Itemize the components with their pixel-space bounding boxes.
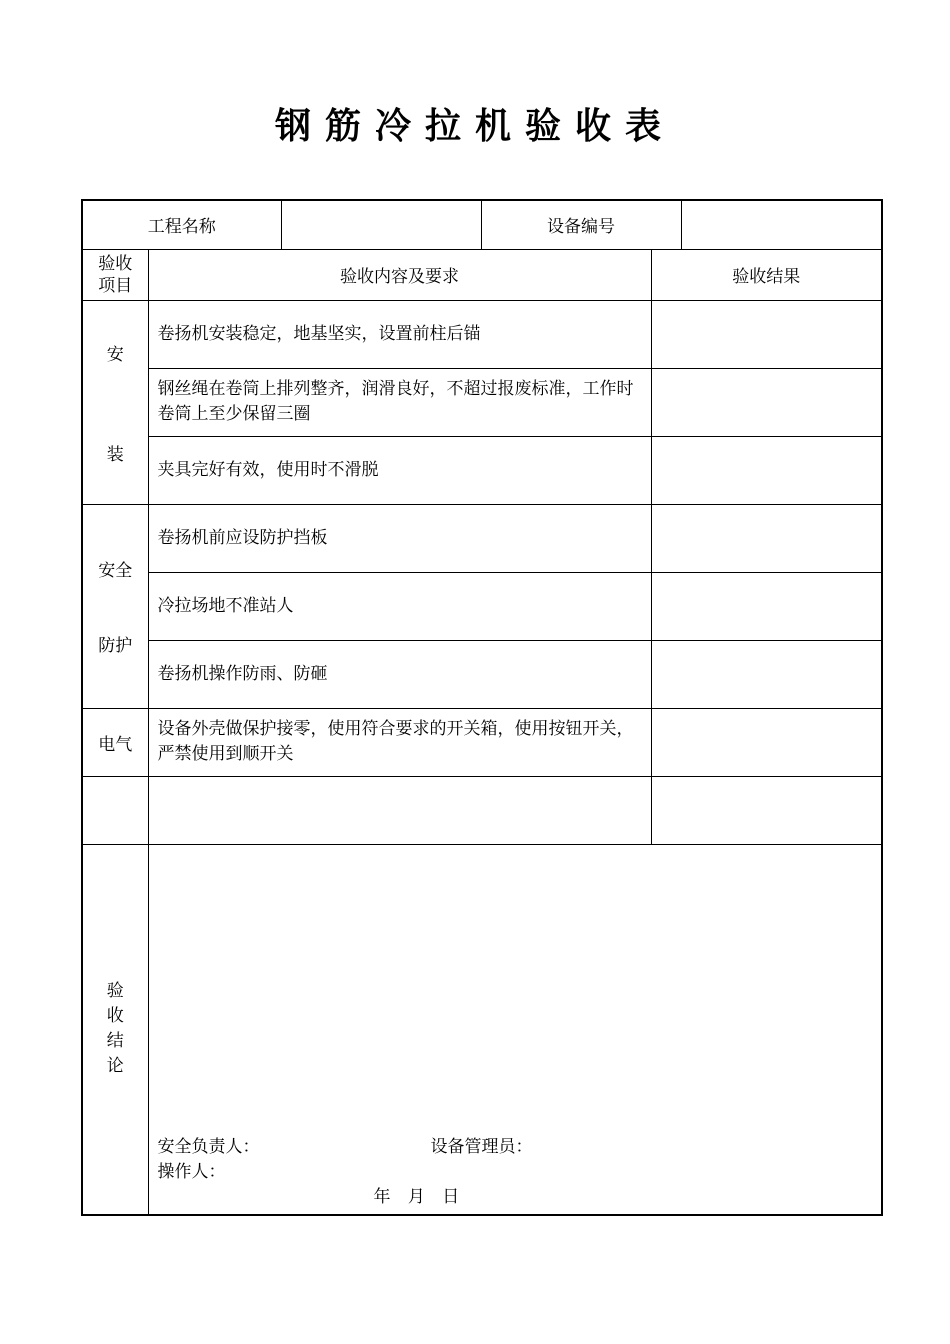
table-row [82, 368, 882, 436]
requirement-text: 卷扬机安装稳定，地基坚实，设置前柱后锚 [148, 300, 651, 368]
table-row [82, 708, 882, 776]
date-label: 年 月 日 [373, 1187, 460, 1207]
acceptance-form-table [81, 199, 883, 1216]
blank-result-field[interactable] [651, 776, 882, 844]
blank-item-cell [82, 776, 148, 844]
operator-label: 操作人： [157, 1162, 226, 1182]
result-field[interactable] [651, 300, 882, 368]
project-name-label: 工程名称 [82, 200, 281, 249]
requirement-text: 冷拉场地不准站人 [148, 572, 651, 640]
equipment-no-field[interactable] [681, 200, 882, 249]
section-safety-label [82, 504, 148, 708]
col-item-header [82, 249, 148, 300]
equipment-no-label: 设备编号 [481, 200, 681, 249]
equipment-manager-label: 设备管理员： [430, 1137, 533, 1157]
conclusion-row [82, 844, 882, 1215]
col-item-line2: 项目 [98, 275, 133, 296]
table-row [82, 572, 882, 640]
requirement-text: 设备外壳做保护接零，使用符合要求的开关箱，使用按钮开关，严禁使用到顺开关 [148, 708, 651, 776]
blank-content-cell[interactable] [148, 776, 651, 844]
signature-line-1 [158, 1135, 882, 1160]
result-field[interactable] [651, 708, 882, 776]
page-title: 钢筋冷拉机验收表 [274, 106, 675, 147]
result-field[interactable] [651, 436, 882, 504]
table-row [82, 504, 882, 572]
section-safety-label-bottom: 防护 [98, 636, 133, 656]
col-content-header: 验收内容及要求 [148, 249, 651, 300]
table-row [82, 640, 882, 708]
section-install-label [82, 300, 148, 504]
result-field[interactable] [651, 504, 882, 572]
conclusion-label-char: 验 [106, 981, 124, 1002]
col-item-line1: 验收 [98, 253, 133, 274]
col-result-header: 验收结果 [651, 249, 882, 300]
result-field[interactable] [651, 368, 882, 436]
section-install-label-top: 安 [106, 344, 124, 365]
section-electric-label: 电气 [82, 708, 148, 776]
requirement-text: 卷扬机操作防雨、防砸 [148, 640, 651, 708]
section-safety-label-top: 安全 [98, 561, 133, 581]
column-header-row [82, 249, 882, 300]
conclusion-label-char: 论 [106, 1056, 124, 1077]
section-install-label-bottom: 装 [106, 444, 124, 465]
requirement-text: 钢丝绳在卷筒上排列整齐，润滑良好，不超过报废标准，工作时卷筒上至少保留三圈 [148, 368, 651, 436]
table-row [82, 300, 882, 368]
result-field[interactable] [651, 640, 882, 708]
safety-officer-label: 安全负责人： [157, 1137, 260, 1157]
header-row [82, 200, 882, 249]
requirement-text: 夹具完好有效，使用时不滑脱 [148, 436, 651, 504]
conclusion-label [82, 844, 148, 1215]
blank-row [82, 776, 882, 844]
conclusion-label-char: 结 [106, 1031, 124, 1052]
conclusion-label-char: 收 [106, 1006, 124, 1027]
conclusion-area[interactable] [148, 844, 882, 1215]
requirement-text: 卷扬机前应设防护挡板 [148, 504, 651, 572]
table-row [82, 436, 882, 504]
result-field[interactable] [651, 572, 882, 640]
project-name-field[interactable] [281, 200, 481, 249]
